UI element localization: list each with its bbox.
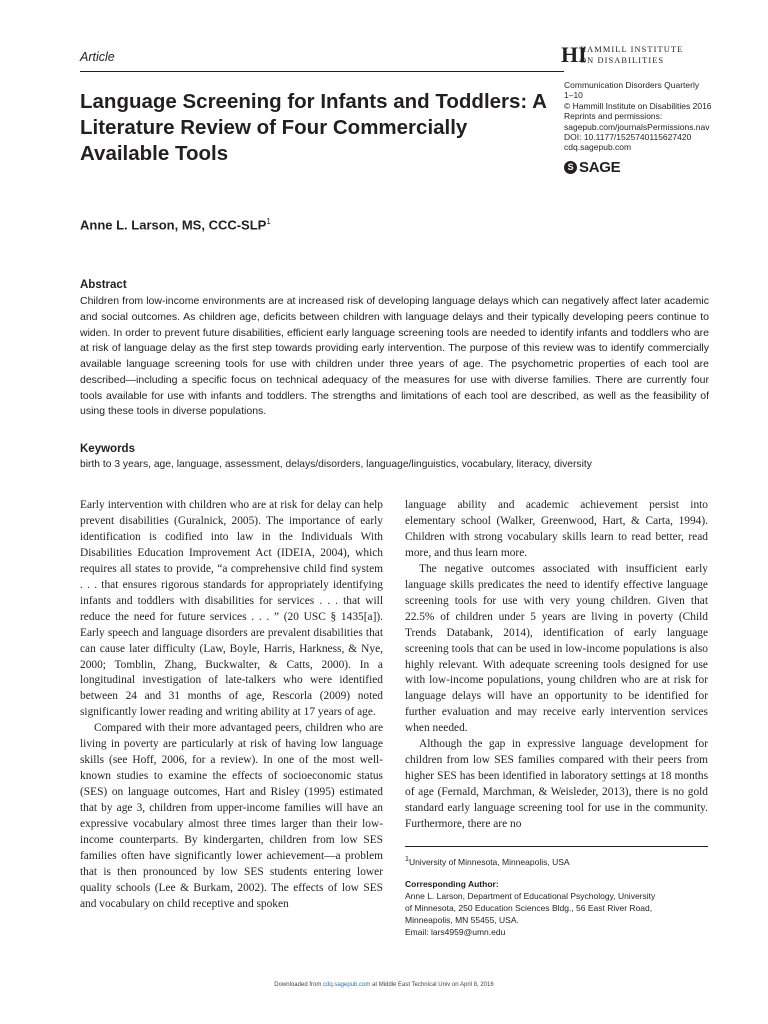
affiliation-footnote-text: University of Minnesota, Minneapolis, USA	[408, 856, 570, 867]
journal-pages: 1–10	[564, 90, 583, 101]
corresponding-author-heading: Corresponding Author:	[405, 878, 499, 889]
sage-logo-circle: S	[564, 161, 577, 174]
abstract-text: Children from low-income environments are at increased risk of developing language delays which can negatively affect later academic and social outcomes. As children age, deficits between children with language delays and their typically developing peers continue to widen. In order to prevent future disabilities, efficient early language screening tools are needed to identify infants and toddlers who are at risk of language delay as the first step towards providing early intervention. The purpose of this review was to identify commercially available language screening tools for use with children under three years of age. The psychometric properties of each tool are described—including a specific focus on technical adequacy of the measures for use with diverse families. There are currently four tools available for use with infants and toddlers. The strengths and limitations of each tool are described, as well as the feasibility of using these tools in diverse populations.	[80, 295, 709, 418]
body-paragraph: Early intervention with children who are at risk for delay can help prevent disabilities (Guralnick, 2005). The importance of early identification is codified into law in the Individuals With Disabilities Education Improvement Act (IDEIA, 2004), which requires all states to provide, “a comprehensive child find system . . . that ensures rigorous standards for appropriately identifying infants and toddlers with disabilities for services . . . that will reduce the need for future services . . . ” (20 USC § 1435[a]). Early speech and language disorders are prevalent disabilities that can cause later difficulty (Law, Boyle, Harris, Harkness, & Nye, 2000; Tomblin, Zhang, Buckwalter, & Catts, 2000). In a longitudinal investigation of late-talkers who were identified between 24 and 31 months of age, Rescorla (2009) noted significantly lower reading and writing ability at 17 years of age.	[80, 499, 383, 719]
affiliation-footnote	[405, 853, 708, 868]
download-footer-prefix: Downloaded from	[274, 982, 322, 988]
body-paragraph: Compared with their more advantaged peers, children who are living in poverty are particularly at risk of having low language skills (see Hoff, 2006, for a review). In one of the most well-known studies to examine the effects of socioeconomic status (SES) on language outcomes, Hart and Risley (1995) estimated that by age 3, children from upper-income families will have an expressive vocabulary almost three times larger than their low-income counterparts. By kindergarten, children from low SES families often have significantly lower achievement—a problem that is then pronounced by low SES students entering lower quality schools (Lee & Burkam, 2002). The effects of low SES and vocabulary on child receptive and spoken	[80, 722, 383, 910]
body-paragraph: language ability and academic achievement persist into elementary school (Walker, Greenwood, Hart, & Carta, 1994). Children with strong vocabulary skills learn to read better, read more, and thus learn more.	[405, 499, 708, 559]
journal-meta	[564, 80, 749, 153]
corresponding-author-line: Minneapolis, MN 55455, USA.	[405, 914, 519, 925]
author-name: Anne L. Larson, MS, CCC-SLP	[80, 217, 267, 233]
journal-reprints-label: Reprints and permissions:	[564, 111, 663, 122]
corresponding-author-email[interactable]: Email: lars4959@umn.edu	[405, 926, 506, 937]
corresponding-author-line: of Minnesota, 250 Education Sciences Bldg., 56 East River Road,	[405, 902, 653, 913]
publisher-logo	[561, 44, 721, 66]
affiliation-footnote-mark: 1	[405, 855, 409, 863]
journal-copyright: © Hammill Institute on Disabilities 2016	[564, 100, 712, 111]
article-type-label: Article	[80, 50, 115, 64]
download-footer	[0, 982, 768, 988]
publisher-logo-mark: HI	[561, 42, 587, 67]
publisher-logo-line2: ON DISABILITIES	[580, 56, 665, 65]
journal-name: Communication Disorders Quarterly	[564, 80, 700, 90]
corresponding-author-line: Anne L. Larson, Department of Educational Psychology, University	[405, 890, 656, 901]
keywords-text: birth to 3 years, age, language, assessment, delays/disorders, language/linguistics, vocabulary, literacy, diversity	[80, 459, 592, 470]
download-footer-link[interactable]: cdq.sagepub.com	[323, 982, 371, 988]
author-line	[80, 217, 271, 232]
journal-site-link[interactable]: cdq.sagepub.com	[564, 142, 632, 153]
footnotes	[405, 853, 708, 938]
author-affiliation-mark: 1	[266, 217, 271, 226]
body-paragraph: Although the gap in expressive language development for children from low SES families compared with their peers from higher SES has been identified in laboratory settings at 18 months of age (Fernald, Marchman, & Weisleder, 2013), there is no gold standard early language screening tool for use in the community. Furthermore, there are no	[405, 738, 708, 831]
journal-doi[interactable]: DOI: 10.1177/1525740115627420	[564, 132, 692, 143]
abstract-heading: Abstract	[80, 279, 127, 291]
sage-logo	[564, 159, 620, 176]
sage-logo-text: SAGE	[579, 159, 621, 176]
header-rule	[80, 71, 564, 72]
body-right-column	[405, 498, 708, 833]
body-left-column	[80, 498, 383, 913]
journal-permissions-link[interactable]: sagepub.com/journalsPermissions.nav	[564, 121, 710, 132]
paper-title: Language Screening for Infants and Toddlers: A Literature Review of Four Commercially Available Tools	[80, 90, 547, 165]
body-paragraph: The negative outcomes associated with insufficient early language skills predicates the need to identify effective language screening tools for use with very young children. Given that 22.5% of children under 5 years are living in poverty (Child Trends Databank, 2014), identification of early language screening tools that can be used in low-income populations is also highly relevant. With adequate screening tools designed for use with low-income populations, young children who are at risk for language delays will have an opportunity to be identified for further evaluation and may receive early intervention services when needed.	[405, 562, 708, 735]
footnote-rule	[405, 846, 708, 847]
keywords-heading: Keywords	[80, 443, 135, 455]
download-footer-suffix: at Middle East Technical Univ on April 8, 2016	[372, 982, 494, 988]
publisher-logo-line1: HAMMILL INSTITUTE	[580, 45, 684, 54]
